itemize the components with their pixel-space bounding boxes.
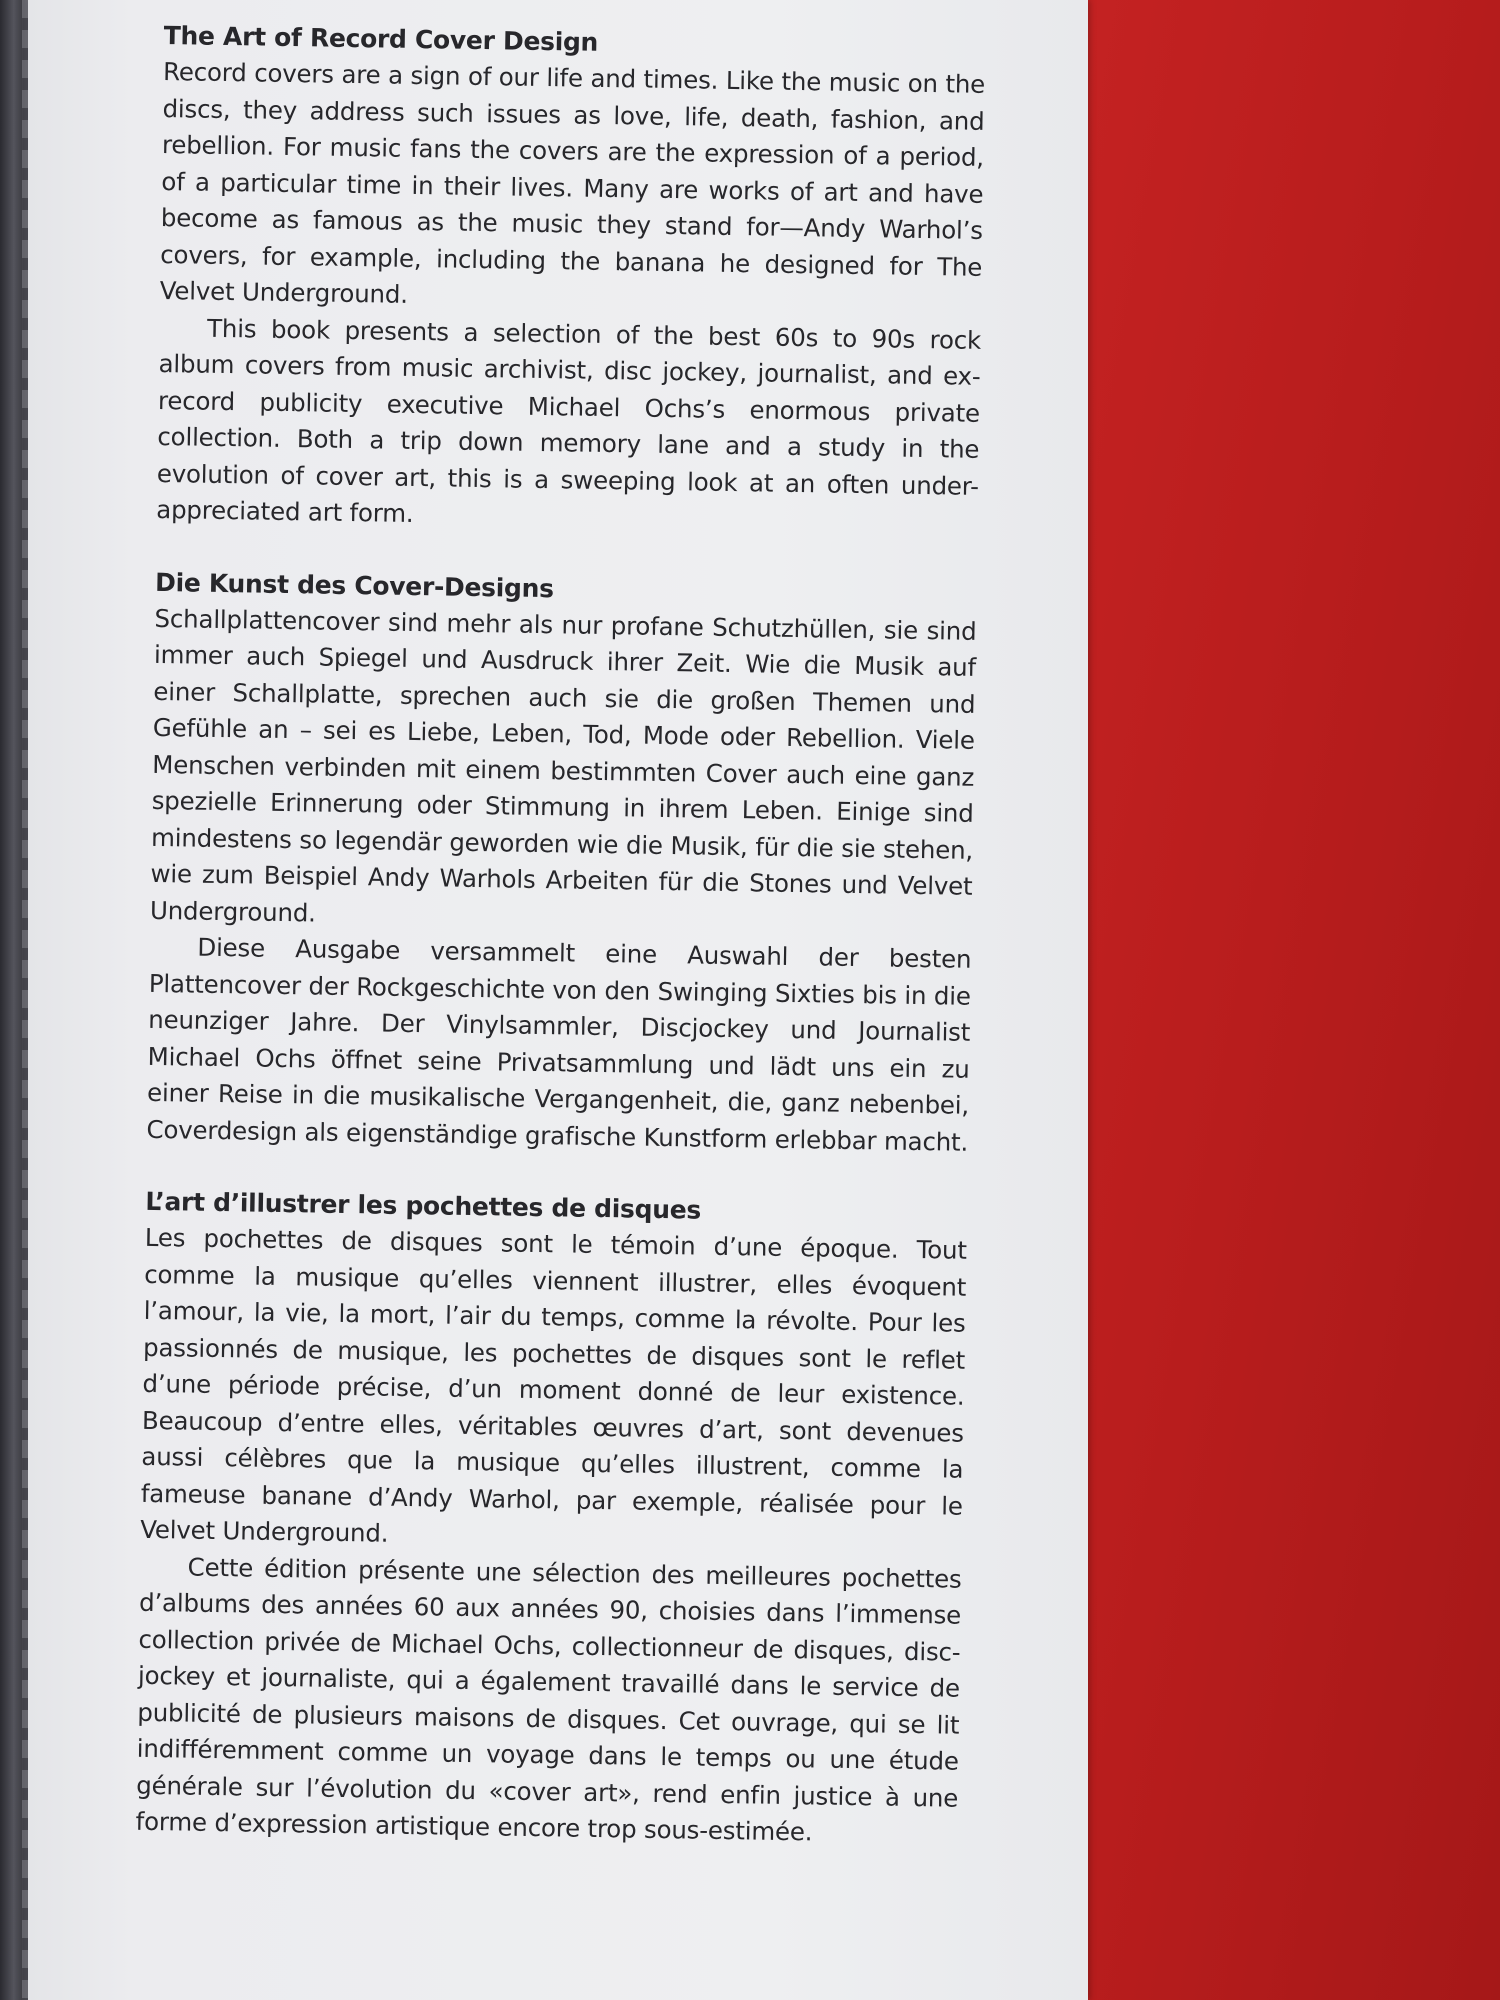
heading-english: The Art of Record Cover Design [163,20,599,57]
paragraph-english-2: This book presents a selection of the best 60s to 90s rock album covers from music archivist, disc jockey, journalist, and ex-record publicity executive Michael Ochs’s enormous private collection. Both a trip down memory lane and a study in the evolution of cover art, this is a sweeping look at an often under-appreciated art form. [156,313,982,528]
section-german [146,564,977,1160]
paragraph-german-1: Schallplattencover sind mehr als nur profane Schutzhüllen, sie sind immer auch Spiegel und Ausdruck ihrer Zeit. Wie die Musik auf einer Schallplatte, sprechen auch sie die großen Themen und Gefühle an – sei es Liebe, Leben, Tod, Mode oder Rebellion. Viele Menschen verbinden mit einem bestimmten Cover auch eine ganz spezielle Erinnerung oder Stimmung in ihrem Leben. Einige sind mindestens so legendär geworden wie die Musik, für die sie stehen, wie zum Beispiel Andy Warhols Arbeiten für die Stones und Velvet Underground. [149,603,977,927]
section-french [135,1184,967,1853]
paragraph-german-2: Diese Ausgabe versammelt eine Auswahl der besten Plattencover der Rockgeschichte von den Swinging Sixties bis in die neunziger Jahre. Der Vinylsammler, Discjockey und Journalist Michael Ochs öffnet seine Privatsammlung und lädt uns ein zu einer Reise in die musikalische Vergangenheit, die, ganz nebenbei, Coverdesign als eigenständige grafische Kunstform erlebbar macht. [146,932,972,1157]
paragraph-english-1: Record covers are a sign of our life and times. Like the music on the discs, they address such issues as love, life, death, fashion, and rebellion. For music fans the covers are the expression of a period, of a particular time in their lives. Many are works of art and have become as famous as the music they stand for—Andy Warhol’s covers, for example, including the banana he designed for The Velvet Underground. [159,56,986,309]
section-english [156,18,986,541]
heading-french: L’art d’illustrer les pochettes de disques [145,1186,702,1225]
page-text [135,18,986,1853]
paragraph-french-1: Les pochettes de disques sont le témoin d’une époque. Tout comme la musique qu’elles viennent illustrer, elles évoquent l’amour, la vie, la mort, l’air du temps, comme la révolte. Pour les passionnés de musique, les pochettes de disques sont le reflet d’une période précise, d’un moment donné de leur existence. Beaucoup d’entre elles, véritables œuvres d’art, sont devenues aussi célèbres que la musique qu’elles illustrent, comme la fameuse banane d’Andy Warhol, par exemple, réalisée pour le Velvet Underground. [140,1222,967,1548]
paragraph-french-2: Cette édition présente une sélection des meilleures pochettes d’albums des années 60 aux années 90, choisies dans l’immense collection privée de Michael Ochs, collectionneur de disques, disc-jockey et journaliste, qui a également travaillé dans le service de publicité de plusieurs maisons de disques. Cet ouvrage, qui se lit indifféremment comme un voyage dans le temps ou une étude générale sur l’évolution du «cover art», rend enfin justice à une forme d’expression artistique encore trop sous-estimée. [135,1552,962,1847]
book-page [28,0,1088,2000]
heading-german: Die Kunst des Cover-Designs [154,567,554,603]
red-cover-panel [1080,0,1500,2000]
